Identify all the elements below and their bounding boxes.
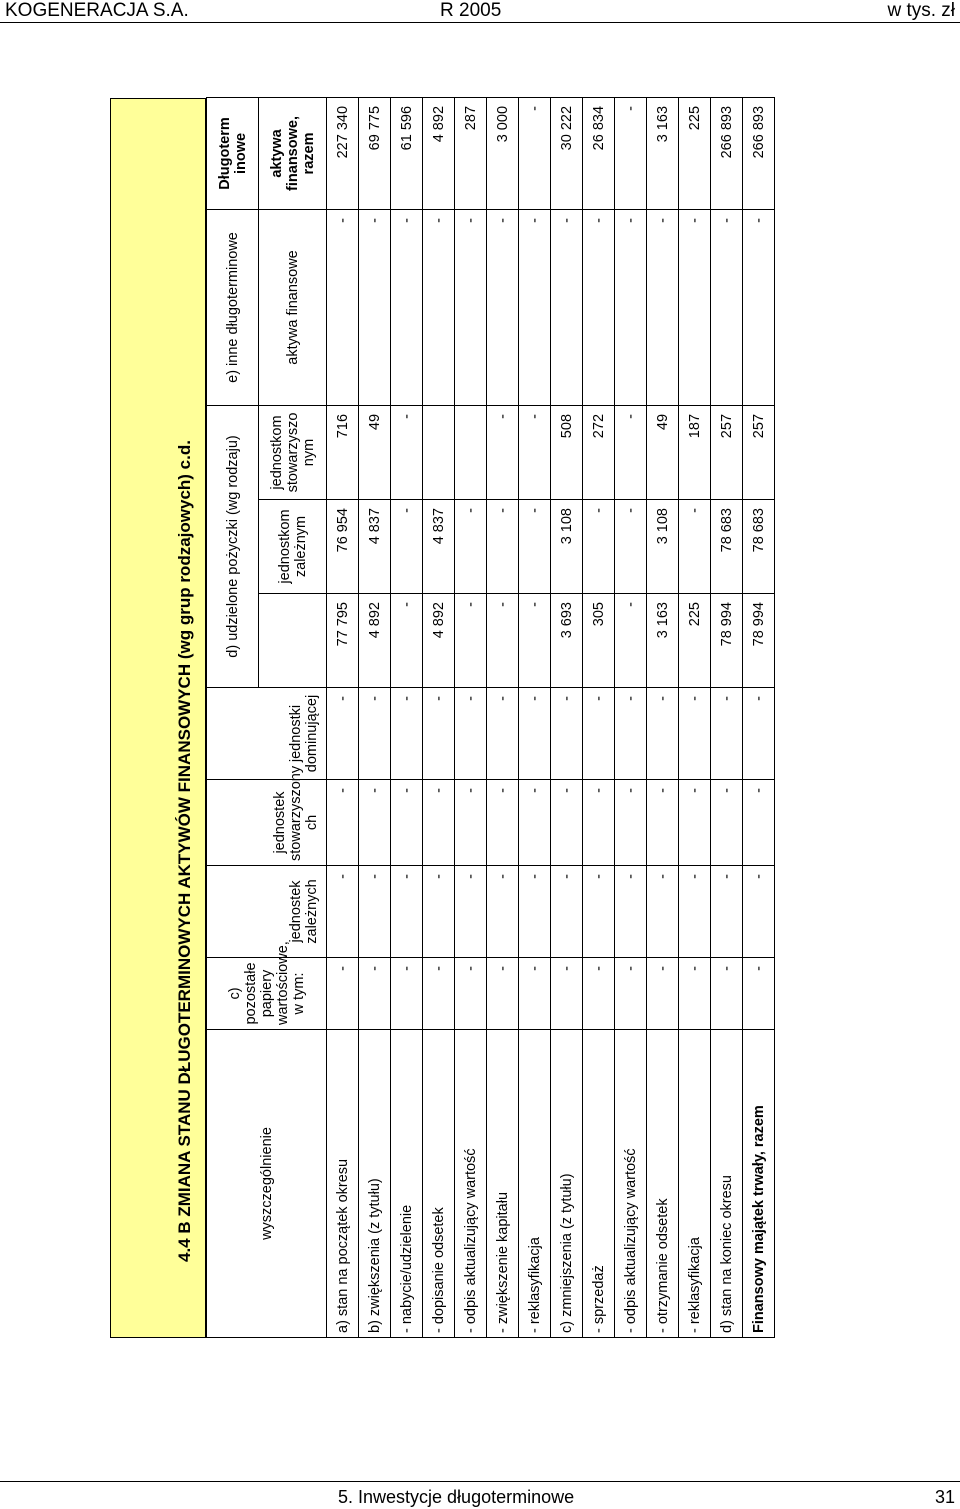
table-cell: - [519,209,551,405]
table-cell: - [583,688,615,780]
row-label: b) zwiększenia (z tytułu) [359,1030,391,1338]
table-row [615,97,647,1337]
table-title: 4.4 B ZMIANA STANU DŁUGOTERMINOWYCH AKTYWÓW FINANSOWYCH (wg grup rodzajowych) c.d. [175,440,194,1262]
table-cell: - [615,500,647,594]
col-header-c1: jednostek zależnych [207,866,327,958]
table-row [743,97,775,1337]
table-cell: - [615,958,647,1030]
table-cell: - [519,688,551,780]
table-cell: - [487,688,519,780]
table-row [583,97,615,1337]
table-cell: - [327,866,359,958]
row-label: - sprzedaż [583,1030,615,1338]
row-label: - reklasyfikacja [519,1030,551,1338]
col-header-c3: jednostki dominującej [207,688,327,780]
table-cell: - [615,780,647,866]
company-name: KOGENERACJA S.A. [5,0,189,21]
table-cell: - [615,405,647,499]
table-cell: 257 [711,405,743,499]
table-cell: 3 108 [647,500,679,594]
table-cell: 78 683 [743,500,775,594]
table-cell: - [647,958,679,1030]
table-cell: - [423,866,455,958]
table-cell: - [679,688,711,780]
table-cell: - [327,780,359,866]
row-label: - otrzymanie odsetek [647,1030,679,1338]
table-cell: - [455,688,487,780]
table-cell: - [743,866,775,958]
table-cell: - [487,405,519,499]
table-row [391,97,423,1337]
financial-assets-table [206,97,775,1338]
table-row [551,97,583,1337]
table-cell: - [359,866,391,958]
table-cell [423,405,455,499]
table-cell: - [359,780,391,866]
table-cell: 4 892 [423,594,455,688]
table-cell: - [391,594,423,688]
col-header-d-empty [259,594,327,688]
table-cell: - [327,688,359,780]
table-row [455,97,487,1337]
page-number: 31 [934,1487,955,1507]
table-cell: - [551,780,583,866]
table-cell: - [551,209,583,405]
table-cell: - [391,958,423,1030]
row-label: - odpis aktualizujący wartość [615,1030,647,1338]
table-cell: - [711,866,743,958]
table-cell: 225 [679,594,711,688]
table-cell: - [711,958,743,1030]
table-cell: - [743,780,775,866]
table-cell: - [743,958,775,1030]
table-cell: 3 693 [551,594,583,688]
table-cell: - [519,958,551,1030]
col-header-d2: jednostkom stowarzyszo nym [259,405,327,499]
table-cell: - [615,688,647,780]
rotated-table-area [110,98,815,1338]
table-cell: - [711,688,743,780]
table-cell: 49 [359,405,391,499]
table-cell: 287 [455,97,487,209]
table-cell: 305 [583,594,615,688]
header-divider [0,22,960,23]
table-cell: 78 994 [711,594,743,688]
table-cell: - [711,780,743,866]
col-header-total-a: Długoterm inowe [207,97,259,209]
col-header-c-group: c) pozostałe papiery wartościowe, w tym: [207,958,327,1030]
table-cell: - [583,500,615,594]
table-cell: - [455,594,487,688]
table-cell: - [679,209,711,405]
table-cell: - [583,866,615,958]
table-cell: - [423,209,455,405]
table-cell: - [519,594,551,688]
table-cell: 4 837 [423,500,455,594]
table-cell: - [359,688,391,780]
table-cell: 30 222 [551,97,583,209]
table-cell: - [487,780,519,866]
table-cell: - [551,866,583,958]
row-label: Finansowy majątek trwały, razem [743,1030,775,1338]
table-cell: 77 795 [327,594,359,688]
table-cell: - [455,866,487,958]
table-row [359,97,391,1337]
table-cell: 61 596 [391,97,423,209]
table-cell: - [423,958,455,1030]
table-cell: - [743,688,775,780]
table-cell: - [743,209,775,405]
table-cell: - [391,866,423,958]
col-header-total-b: aktywa finansowe, razem [259,97,327,209]
row-label: c) zmniejszenia (z tytułu) [551,1030,583,1338]
table-cell: - [423,780,455,866]
table-cell: - [519,500,551,594]
table-cell: - [679,500,711,594]
col-header-d1: jednostkom zależnym [259,500,327,594]
table-cell: 78 994 [743,594,775,688]
table-cell: - [647,780,679,866]
table-cell: 76 954 [327,500,359,594]
table-cell: - [391,405,423,499]
table-cell: 78 683 [711,500,743,594]
table-cell: - [423,688,455,780]
table-cell: - [647,688,679,780]
table-cell: - [391,500,423,594]
table-cell: - [327,209,359,405]
table-cell: - [583,209,615,405]
table-cell [455,405,487,499]
table-row [423,97,455,1337]
table-cell: 3 163 [647,97,679,209]
table-cell: - [487,209,519,405]
table-cell: 225 [679,97,711,209]
table-cell: 69 775 [359,97,391,209]
section-name: 5. Inwestycje długoterminowe [338,1487,575,1507]
table-cell: - [679,958,711,1030]
table-cell: - [679,866,711,958]
table-cell: 227 340 [327,97,359,209]
unit-label: w tys. zł [887,0,955,21]
table-cell: 3 108 [551,500,583,594]
table-cell: - [455,958,487,1030]
table-cell: - [647,209,679,405]
table-cell: - [391,780,423,866]
table-cell: 257 [743,405,775,499]
table-row [647,97,679,1337]
col-header-c2: jednostek stowarzyszony ch [207,780,327,866]
table-cell: - [487,500,519,594]
table-cell: - [455,780,487,866]
table-cell: - [487,958,519,1030]
table-cell: - [615,209,647,405]
row-label: - zwiększenie kapitału [487,1030,519,1338]
table-cell: 716 [327,405,359,499]
table-cell: 266 893 [743,97,775,209]
table-row [487,97,519,1337]
page-header [0,0,960,24]
table-row [327,97,359,1337]
col-header-d-group: d) udzielone pożyczki (wg rodzaju) [207,405,259,687]
table-cell: - [519,405,551,499]
table-cell: 272 [583,405,615,499]
table-cell: - [391,688,423,780]
row-label: a) stan na początek okresu [327,1030,359,1338]
table-cell: - [455,500,487,594]
table-cell: - [519,780,551,866]
table-row [711,97,743,1337]
table-cell: 49 [647,405,679,499]
table-cell: - [359,958,391,1030]
table-cell: - [615,594,647,688]
table-cell: - [583,780,615,866]
table-cell: - [711,209,743,405]
table-cell: 3 163 [647,594,679,688]
table-cell: - [359,209,391,405]
table-cell: - [615,866,647,958]
table-cell: - [455,209,487,405]
title-band [110,98,206,1338]
col-header-spec: wyszczególnienie [207,1030,327,1338]
table-row [519,97,551,1337]
table-cell: - [519,866,551,958]
row-label: - dopisanie odsetek [423,1030,455,1338]
table-cell: - [551,958,583,1030]
row-label: - nabycie/udzielenie [391,1030,423,1338]
report-year: R 2005 [440,0,502,21]
table-cell: - [647,866,679,958]
table-cell: - [487,594,519,688]
table-cell: - [487,866,519,958]
table-cell: 26 834 [583,97,615,209]
table-cell: 508 [551,405,583,499]
table-cell: - [679,780,711,866]
table-cell: - [615,97,647,209]
col-header-e1: aktywa finansowe [259,209,327,405]
row-label: d) stan na koniec okresu [711,1030,743,1338]
table-cell: 4 892 [359,594,391,688]
col-header-e-group: e) inne długoterminowe [207,209,259,405]
table-cell: 266 893 [711,97,743,209]
table-cell: 187 [679,405,711,499]
table-cell: - [391,209,423,405]
page-footer [0,1481,960,1509]
table-cell: 4 892 [423,97,455,209]
header-row-1 [207,97,259,1337]
table-row [679,97,711,1337]
table-cell: 4 837 [359,500,391,594]
table-cell: 3 000 [487,97,519,209]
table-cell: - [583,958,615,1030]
row-label: - reklasyfikacja [679,1030,711,1338]
row-label: - odpis aktualizujący wartość [455,1030,487,1338]
table-cell: - [551,688,583,780]
table-cell: - [519,97,551,209]
table-cell: - [327,958,359,1030]
